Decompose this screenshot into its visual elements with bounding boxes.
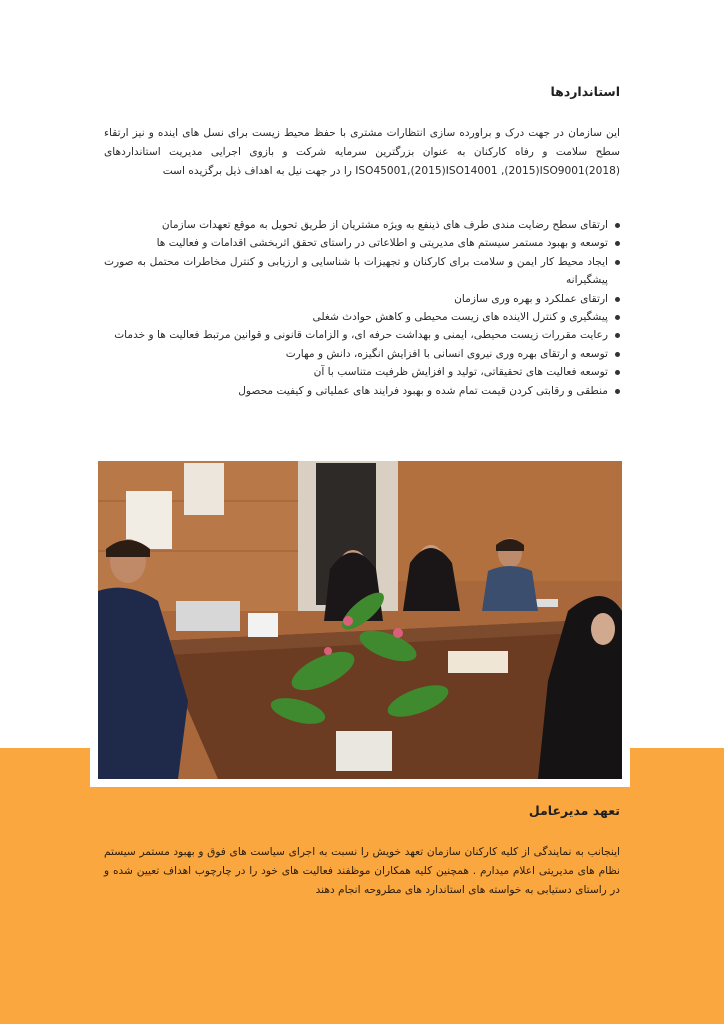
list-item: توسعه و بهبود مستمر سیستم های مدیریتی و اطلاعاتی در راستای تحقق اثربخشی اقدامات و فعالیت ها	[104, 234, 620, 252]
list-item: پیشگیری و کنترل الاینده های زیست محیطی و کاهش حوادث شغلی	[104, 308, 620, 326]
meeting-photo	[98, 461, 622, 779]
standards-intro: این سازمان در جهت درک و براورده سازی انتظارات مشتری با حفظ محیط زیست برای نسل های اینده و نیز ارتقاء سطح سلامت و رفاه کارکنان به عنوان بزرگترین سرمایه شرکت و بازوی اجرایی مدیریت استانداردهای (2018)ISO45001,(2015)ISO14001 ,(2015)ISO9001 را در جهت نیل به اهداف ذیل برگزیده است	[104, 127, 620, 177]
standards-title: استانداردها	[550, 84, 620, 99]
bullet-icon	[615, 223, 620, 228]
bullet-icon	[615, 370, 620, 375]
bullet-icon	[615, 333, 620, 338]
bullet-icon	[615, 241, 620, 246]
bullet-icon	[615, 315, 620, 320]
bullet-icon	[615, 352, 620, 357]
standards-list	[104, 216, 620, 400]
photo-frame	[90, 455, 630, 787]
list-item: منطقی و رقابتی کردن قیمت تمام شده و بهبود فرایند های عملیاتی و کیفیت محصول	[104, 382, 620, 400]
bullet-icon	[615, 389, 620, 394]
bullet-icon	[615, 297, 620, 302]
list-item: ارتقای عملکرد و بهره وری سازمان	[104, 290, 620, 308]
commitment-text: اینجانب به نمایندگی از کلیه کارکنان سازمان تعهد خویش را نسبت به اجرای سیاست های فوق و بهبود مستمر سیستم نظام های مدیریتی اعلام میدارم . همچنین کلیه همکاران موظفند فعالیت های خود را در چارچوب اهداف تعیین شده و در راستای دستیابی به خواسته های استاندارد های مطروحه انجام دهند	[104, 846, 620, 896]
list-item: توسعه و ارتقای بهره وری نیروی انسانی با افزایش انگیزه، دانش و مهارت	[104, 345, 620, 363]
list-item: توسعه فعالیت های تحقیقاتی، تولید و افزایش ظرفیت متناسب با آن	[104, 363, 620, 381]
list-item: ارتقای سطح رضایت مندی طرف های ذینفع به ویژه مشتریان از طریق تحویل به موقع تعهدات سازمان	[104, 216, 620, 234]
list-item: ایجاد محیط کار ایمن و سلامت برای کارکنان و تجهیزات با شناسایی و ارزیابی و کنترل مخاطرات محتمل به صورت پیشگیرانه	[104, 253, 620, 290]
list-item: رعایت مقررات زیست محیطی، ایمنی و بهداشت حرفه ای، و الزامات قانونی و قوانین مرتبط فعالیت ها و خدمات	[104, 326, 620, 344]
bullet-icon	[615, 260, 620, 265]
commitment-title: تعهد مدیرعامل	[528, 803, 620, 818]
